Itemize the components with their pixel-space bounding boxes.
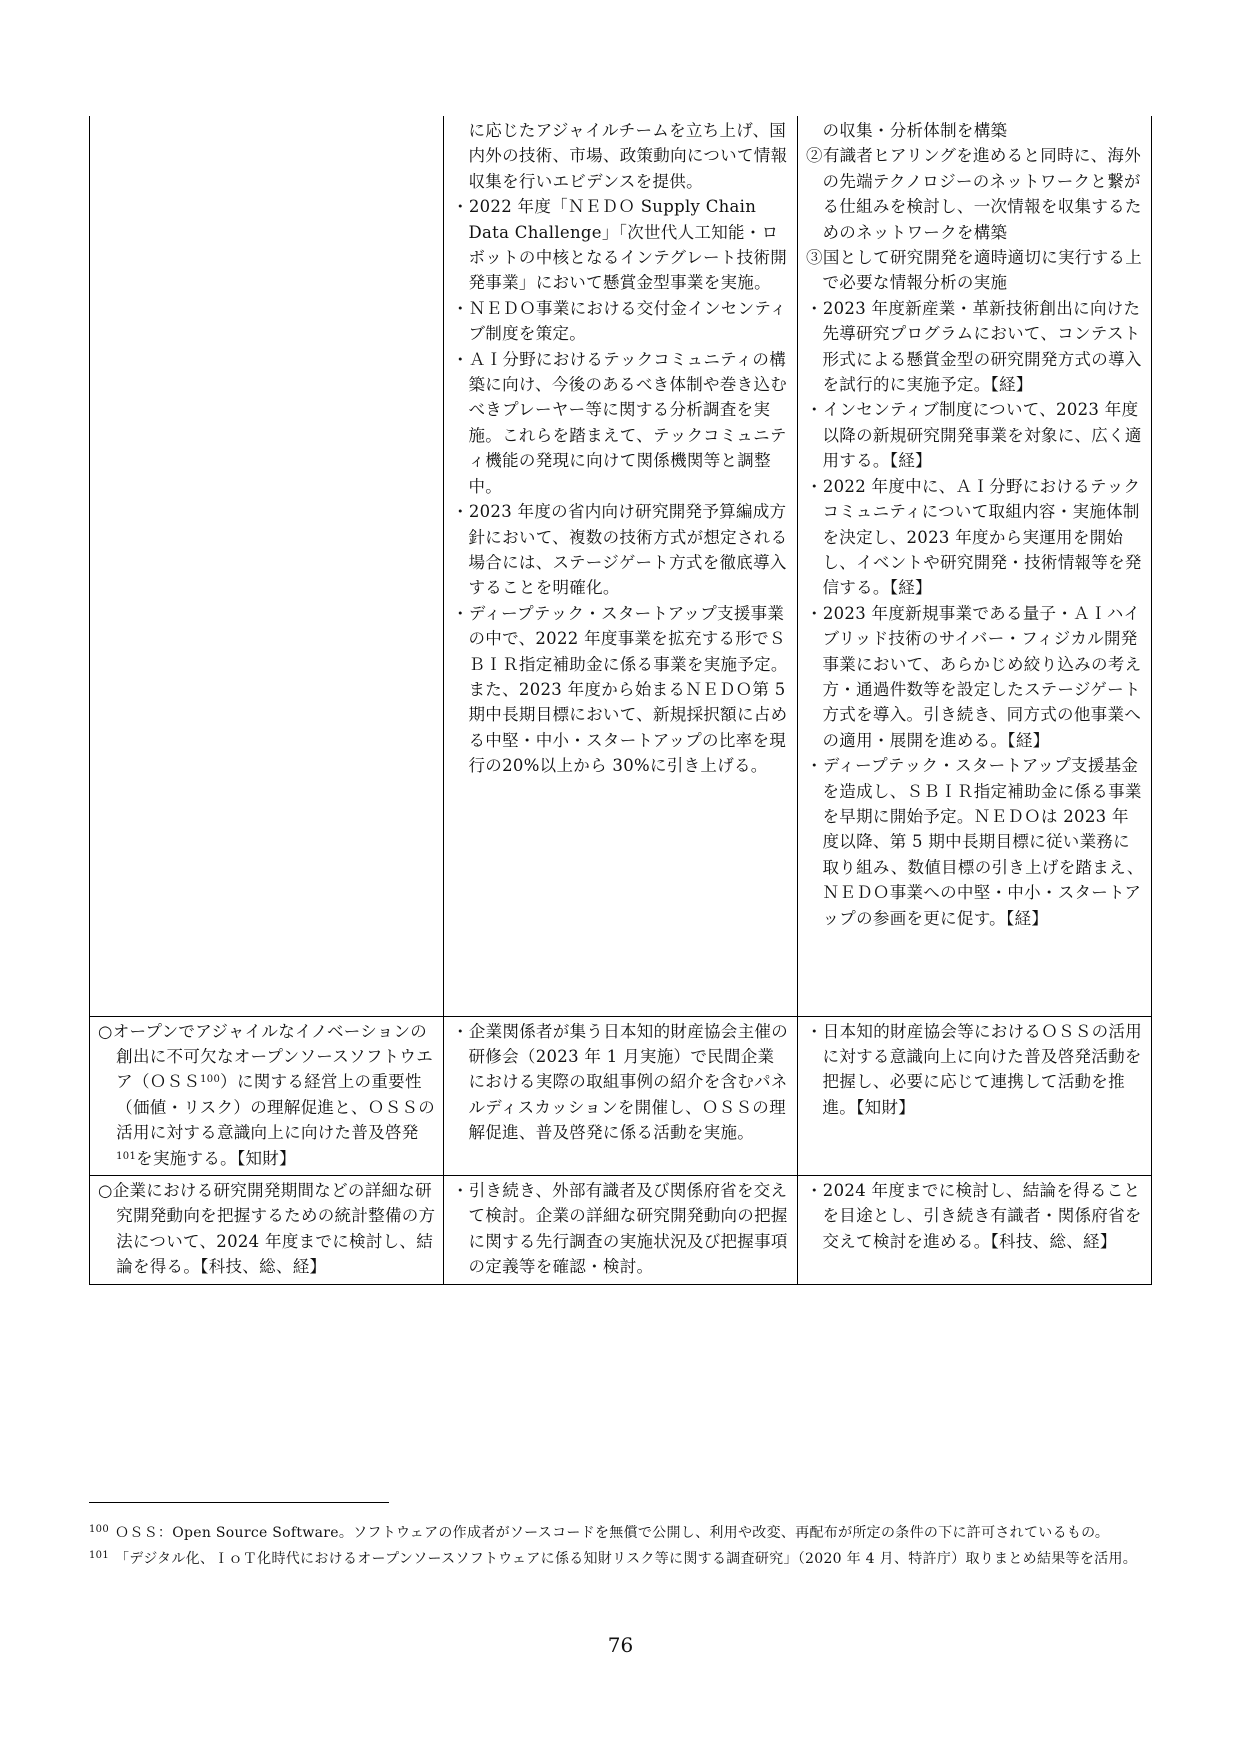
table-cell-plan <box>798 1016 1152 1175</box>
list-item: ・日本知的財産協会等におけるＯＳＳの活用に対する意識向上に向けた普及啓発活動を把握し、必要に応じて連携して活動を推進。【知財】 <box>806 1021 1142 1117</box>
table-cell-goal <box>90 1175 444 1284</box>
list-item: に応じたアジャイルチームを立ち上げ、国内外の技術、市場、政策動向について情報収集を行いエビデンスを提供。 <box>468 121 788 191</box>
table-cell-plan <box>798 116 1152 1016</box>
table-cell-progress <box>444 1016 798 1175</box>
table-cell-progress <box>444 1175 798 1284</box>
list-item: ・インセンティブ制度について、2023 年度以降の新規研究開発事業を対象に、広く適用する。【経】 <box>806 400 1142 471</box>
footnote-text: ＯＳＳ：Open Source Software。ソフトウェアの作成者がソースコードを無償で公開し、利用や改変、再配布が所定の条件の下に許可されているもの。 <box>115 1525 1110 1541</box>
list-item: ・2023 年度の省内向け研究開発予算編成方針において、複数の技術方式が想定される場合には、ステージゲート方式を徹底導入することを明確化。 <box>452 502 788 598</box>
list-item: ③国として研究開発を適時適切に実行する上で必要な情報分析の実施 <box>806 248 1143 293</box>
table-cell-goal <box>90 1016 444 1175</box>
table-cell-progress <box>444 116 798 1016</box>
footnote-ref: 101 <box>116 1150 137 1162</box>
list-item: ・2023 年度新産業・革新技術創出に向けた先導研究プログラムにおいて、コンテスト形式による懸賞金型の研究開発方式の導入を試行的に実施予定。【経】 <box>806 298 1142 395</box>
table-row <box>90 1016 1152 1175</box>
footnote-ref: 100 <box>200 1074 221 1086</box>
table-cell-goal <box>90 116 444 1016</box>
table-row <box>90 1175 1152 1284</box>
footnote-text: 「デジタル化、ＩｏＴ化時代におけるオープンソースソフトウェアに係る知財リスク等に関する調査研究」（2020 年 4 月、特許庁）取りまとめ結果等を活用。 <box>115 1551 1138 1567</box>
measures-table <box>89 116 1152 1285</box>
list-item: ・ＮＥＤＯ事業における交付金インセンティブ制度を策定。 <box>452 298 787 344</box>
footnote-number: 100 <box>89 1524 109 1535</box>
list-item: ・ＡＩ分野におけるテックコミュニティの構築に向け、今後のあるべき体制や巻き込むべきプレーヤー等に関する分析調査を実施。これらを踏まえて、テックコミュニティ機能の発現に向けて関係機関等と調整中。 <box>452 349 788 496</box>
list-item: ・2024 年度までに検討し、結論を得ることを目途とし、引き続き有識者・関係府省を交えて検討を進める。【科技、総、経】 <box>806 1180 1142 1251</box>
list-item: ・2023 年度新規事業である量子・ＡＩハイブリッド技術のサイバー・フィジカル開発事業において、あらかじめ絞り込みの考え方・通過件数等を設定したステージゲート方式を導入。引き続き、同方式の他事業への適用・展開を進める。【経】 <box>806 603 1142 750</box>
list-item: ・2022 年度中に、ＡＩ分野におけるテックコミュニティについて取組内容・実施体制を決定し、2023 年度から実運用を開始し、イベントや研究開発・技術情報等を発信する。【経】 <box>806 476 1142 598</box>
list-item: ・ディープテック・スタートアップ支援基金を造成し、ＳＢＩＲ指定補助金に係る事業を早期に開始予定。ＮＥＤＯは 2023 年度以降、第 5 期中長期目標に従い業務に取り組み、数値目標の引き上げを踏まえ、ＮＥＤＯ事業への中堅・中小・スタートアップの参画を更に促す。【経】 <box>806 756 1144 928</box>
list-item: ・ディープテック・スタートアップ支援事業の中で、2022 年度事業を拡充する形でＳＢＩＲ指定補助金に係る事業を実施予定。また、2023 年度から始まるＮＥＤＯ第 5 期中長期目標において、新規採択額に占める中堅・中小・スタートアップの比率を現行の20%以上から 30%に引き上げる。 <box>452 603 788 776</box>
footnote <box>89 1520 1149 1546</box>
footnote-divider <box>89 1502 389 1503</box>
goal-text: ○企業における研究開発期間などの詳細な研究開発動向を把握するための統計整備の方法について、2024 年度までに検討し、結論を得る。【科技、総、経】 <box>98 1180 436 1277</box>
footnote-number: 101 <box>89 1550 109 1561</box>
page-number: 76 <box>607 1633 634 1657</box>
list-item: ・企業関係者が集う日本知的財産協会主催の研修会（2023 年 1 月実施）で民間企業における実際の取組事例の紹介を含むパネルディスカッションを開催し、ＯＳＳの理解促進、普及啓発に係る活動を実施。 <box>452 1021 788 1143</box>
footnote <box>89 1546 1149 1572</box>
table-cell-plan <box>798 1175 1152 1284</box>
footnotes <box>89 1520 1149 1572</box>
list-item: ・2022 年度「ＮＥＤＯ Supply Chain Data Challenge」「次世代人工知能・ロボットの中核となるインテグレート技術開発事業」において懸賞金型事業を実施。 <box>452 197 788 293</box>
list-item: ・引き続き、外部有識者及び関係府省を交えて検討。企業の詳細な研究開発動向の把握に関する先行調査の実施状況及び把握事項の定義等を確認・検討。 <box>452 1180 788 1277</box>
table-row <box>90 116 1152 1016</box>
list-item: ②有識者ヒアリングを進めると同時に、海外の先端テクノロジーのネットワークと繋がる仕組みを検討し、一次情報を収集するためのネットワークを構築 <box>806 146 1142 242</box>
list-item: の収集・分析体制を構築 <box>822 121 1008 140</box>
goal-text: ○オープンでアジャイルなイノベーションの創出に不可欠なオープンソースソフトウエア（ＯＳＳ$^{100}$）に関する経営上の重要性（価値・リスク）の理解促進と、ＯＳＳの活用に対する意識向上に向けた普及啓発$^{101}$を実施する。【知財】 <box>98 1021 436 1168</box>
